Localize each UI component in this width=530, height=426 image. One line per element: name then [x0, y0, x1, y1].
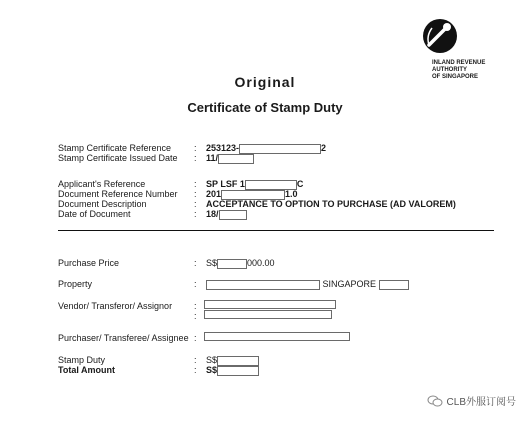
doc-desc-value: ACCEPTANCE TO OPTION TO PURCHASE (AD VALOREM)	[206, 199, 456, 209]
colon: :	[194, 209, 197, 219]
watermark-text: CLB外服订阅号	[446, 397, 516, 408]
authority-line-1: INLAND REVENUE	[432, 60, 486, 66]
redaction-box	[204, 300, 336, 309]
property-value	[206, 279, 409, 290]
section-divider	[58, 230, 494, 231]
colon: :	[194, 301, 197, 311]
property-city: SINGAPORE	[322, 279, 377, 289]
total-amount-value	[206, 365, 259, 376]
document-title: Certificate of Stamp Duty	[187, 100, 343, 115]
issued-date-prefix: 11/	[206, 153, 219, 163]
redaction-box	[217, 259, 247, 269]
colon: :	[194, 311, 197, 321]
total-amount-label: Total Amount	[58, 365, 115, 375]
stamp-ref-suffix: 2	[321, 143, 327, 153]
doc-desc-label: Document Description	[58, 199, 147, 209]
doc-date-value	[206, 209, 247, 220]
redaction-box	[204, 310, 332, 319]
colon: :	[194, 365, 197, 375]
colon: :	[194, 199, 197, 209]
applicant-ref-prefix: SP LSF 1	[206, 179, 245, 189]
total-amount-currency: S$	[206, 365, 218, 375]
redaction-box	[218, 154, 254, 164]
doc-ref-prefix: 201	[206, 189, 222, 199]
wechat-watermark	[427, 393, 516, 408]
purchase-price-value	[206, 258, 275, 269]
wechat-icon	[427, 395, 443, 407]
doc-date-label: Date of Document	[58, 209, 131, 219]
purchaser-label: Purchaser/ Transferee/ Assignee	[58, 333, 189, 343]
redaction-box	[206, 280, 320, 290]
iras-logo-icon	[420, 16, 460, 56]
doc-ref-label: Document Reference Number	[58, 189, 178, 199]
stamp-duty-currency: S$	[206, 355, 218, 365]
stamp-ref-prefix: 253123-	[206, 143, 240, 153]
doc-ref-suffix: 1.0	[285, 189, 298, 199]
redaction-box	[219, 210, 247, 220]
colon: :	[194, 355, 197, 365]
colon: :	[194, 153, 197, 163]
applicant-ref-label: Applicant's Reference	[58, 179, 146, 189]
issued-date-label: Stamp Certificate Issued Date	[58, 153, 178, 163]
purchase-price-label: Purchase Price	[58, 258, 120, 268]
document-status-title: Original	[234, 74, 296, 90]
redaction-box	[217, 366, 259, 376]
redaction-box	[204, 332, 350, 341]
purchase-price-currency: S$	[206, 258, 218, 268]
issued-date-value	[206, 153, 254, 164]
colon: :	[194, 333, 197, 343]
authority-line-3: OF SINGAPORE	[432, 74, 479, 80]
doc-date-prefix: 18/	[206, 209, 219, 219]
stamp-duty-label: Stamp Duty	[58, 355, 106, 365]
vendor-label: Vendor/ Transferor/ Assignor	[58, 301, 173, 311]
property-label: Property	[58, 279, 93, 289]
colon: :	[194, 143, 197, 153]
stamp-ref-label: Stamp Certificate Reference	[58, 143, 172, 153]
authority-line-2: AUTHORITY	[432, 67, 467, 73]
colon: :	[194, 279, 197, 289]
purchase-price-suffix: 000.00	[247, 258, 275, 268]
redaction-box	[379, 280, 409, 290]
applicant-ref-suffix: C	[296, 179, 304, 189]
colon: :	[194, 258, 197, 268]
colon: :	[194, 189, 197, 199]
colon: :	[194, 179, 197, 189]
